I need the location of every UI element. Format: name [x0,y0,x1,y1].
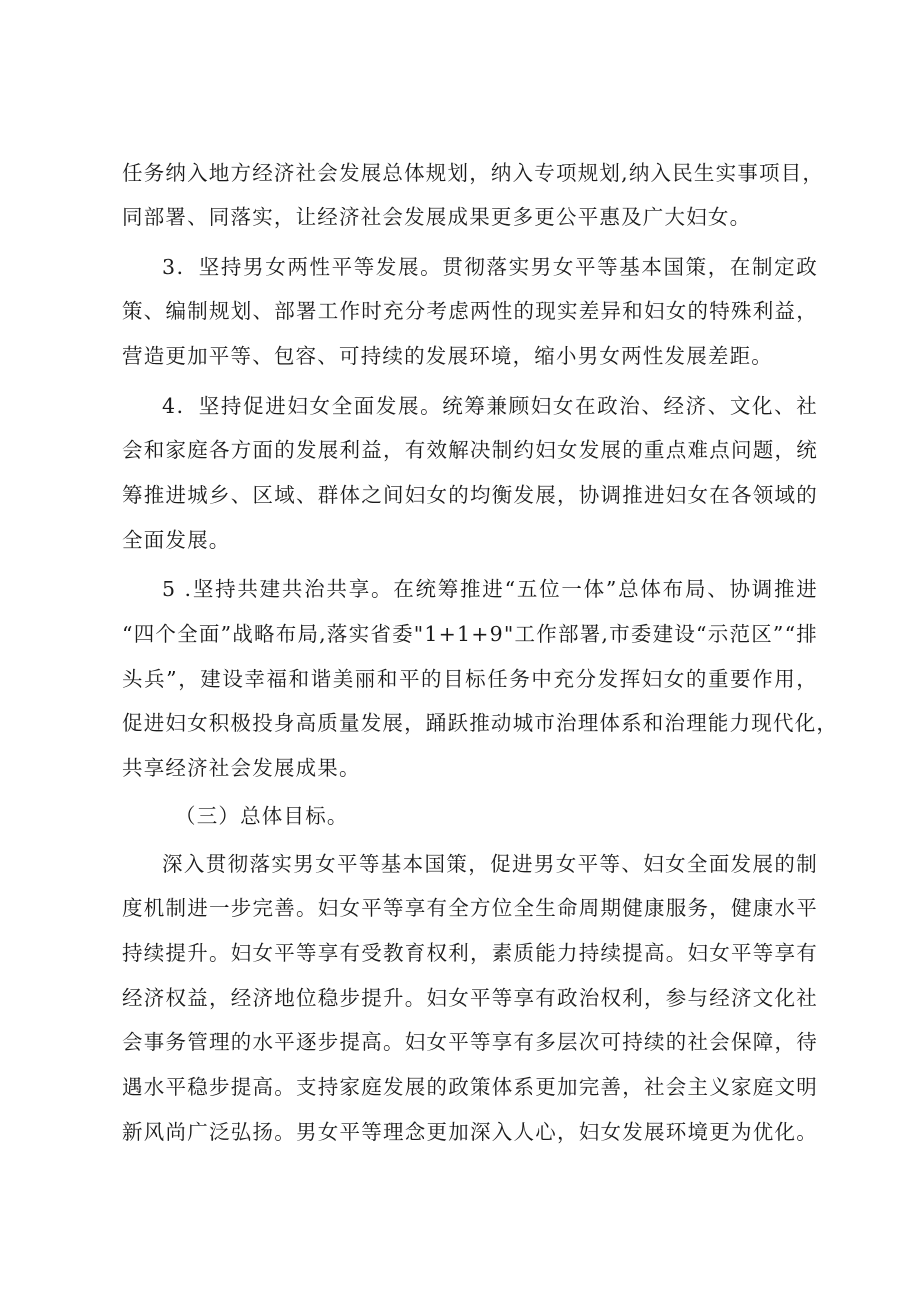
text-line: 深入贯彻落实男女平等基本国策，促进男女平等、妇女全面发展的制 [162,852,818,876]
text-line: 遇水平稳步提高。支持家庭发展的政策体系更加完善，社会主义家庭文明 [122,1075,818,1099]
text-line: 促进妇女积极投身高质量发展，踊跃推动城市治理体系和治理能力现代化， [122,711,839,735]
text-line: 4．坚持促进妇女全面发展。统筹兼顾妇女在政治、经济、文化、社 [162,394,818,418]
text-line: 持续提升。妇女平等享有受教育权利，素质能力持续提高。妇女平等享有 [122,941,818,965]
text-line: 会事务管理的水平逐步提高。妇女平等享有多层次可持续的社会保障，待 [122,1030,818,1054]
text-line: “四个全面”战略布局,落实省委"1+1+9"工作部署,市委建设“示范区”“排 [122,622,818,646]
section-heading: （三）总体目标。 [175,804,349,828]
text-line: 筹推进城乡、区域、群体之间妇女的均衡发展，协调推进妇女在各领域的 [122,483,818,507]
text-line: 会和家庭各方面的发展利益，有效解决制约妇女发展的重点难点问题，统 [122,438,818,462]
text-line: 经济权益，经济地位稳步提升。妇女平等享有政治权利，参与经济文化社 [122,986,818,1010]
text-line: 全面发展。 [122,528,231,552]
text-line: 共享经济社会发展成果。 [122,756,361,780]
text-line: 度机制进一步完善。妇女平等享有全方位全生命周期健康服务，健康水平 [122,896,818,920]
text-line: 新风尚广泛弘扬。男女平等理念更加深入人心，妇女发展环境更为优化。 [122,1120,818,1144]
text-line: 头兵”，建设幸福和谐美丽和平的目标任务中充分发挥妇女的重要作用， [122,667,818,691]
text-line: 策、编制规划、部署工作时充分考虑两性的现实差异和妇女的特殊利益， [122,299,818,323]
text-line: 营造更加平等、包容、可持续的发展环境，缩小男女两性发展差距。 [122,344,773,368]
text-line: 5 .坚持共建共治共享。在统筹推进“五位一体”总体布局、协调推进 [162,577,818,601]
text-line: 任务纳入地方经济社会发展总体规划，纳入专项规划,纳入民生实事项目， [122,161,825,185]
text-line: 3．坚持男女两性平等发展。贯彻落实男女平等基本国策，在制定政 [162,255,818,279]
text-line: 同部署、同落实，让经济社会发展成果更多更公平惠及广大妇女。 [122,205,752,229]
